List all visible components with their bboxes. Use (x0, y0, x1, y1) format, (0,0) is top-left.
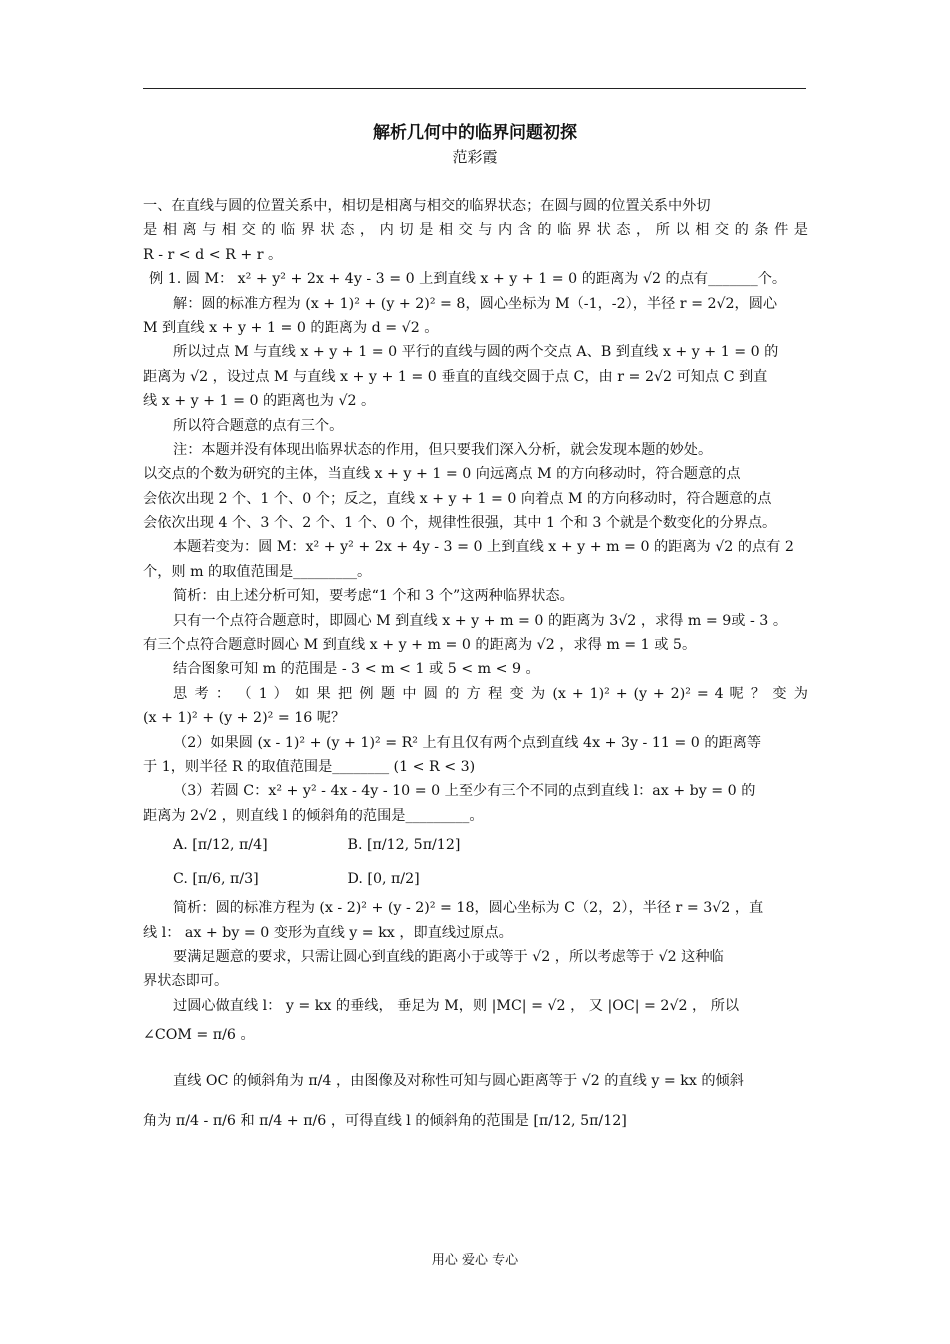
option-c: C. [π/6, π/3] (173, 871, 259, 888)
text-line: 是 相 离 与 相 交 的 临 界 状 态 ， 内 切 是 相 交 与 内 含 的 临 界 状 态 ， 所 以 相 交 的 条 件 是 (143, 222, 808, 239)
text-line: 所以过点 M 与直线 x + y + 1 = 0 平行的直线与圆的两个交点 A、B 到直线 x + y + 1 = 0 的 (173, 344, 779, 361)
analysis-line: 简析：由上述分析可知，要考虑“1 个和 3 个”这两种临界状态。 (173, 588, 574, 605)
header-rule (143, 88, 806, 89)
page-footer: 用心 爱心 专心 (431, 1253, 519, 1268)
text-line: 过圆心做直线 l： y = kx 的垂线， 垂足为 M，则 |MC| = √2 ， 又 |OC| = 2√2 ， 所以 (173, 997, 740, 1014)
text-line: 一、在直线与圆的位置关系中，相切是相离与相交的临界状态；在圆与圆的位置关系中外切 (143, 198, 711, 214)
text-line: 距离为 √2 ，设过点 M 与直线 x + y + 1 = 0 垂直的直线交圆于点 C，由 r = 2√2 可知点 C 到直 (143, 368, 768, 385)
text-line: ∠COM = π/6 。 (143, 1027, 255, 1044)
text-line: 会依次出现 2 个、1 个、0 个；反之，直线 x + y + 1 = 0 向着点 M 的方向移动时，符合题意的点 (143, 490, 772, 507)
option-row-cd (143, 862, 808, 896)
solution-line: 解：圆的标准方程为 (x + 1)² + (y + 2)² = 8，圆心坐标为 M（-1，-2），半径 r = 2√2，圆心 (173, 295, 778, 312)
option-b: B. [π/12, 5π/12] (347, 837, 461, 854)
analysis-2-line: 简析：圆的标准方程为 (x - 2)² + (y - 2)² = 18，圆心坐标为 C（2，2），半径 r = 3√2 ，直 (173, 900, 764, 917)
text-line: 只有一个点符合题意时，即圆心 M 到直线 x + y + m = 0 的距离为 3√2 ，求得 m = 9或 - 3 。 (173, 612, 788, 629)
text-line: R - r < d < R + r 。 (143, 246, 283, 263)
author: 范彩霞 (452, 148, 498, 166)
page-title: 解析几何中的临界问题初探 (373, 123, 577, 143)
text-line: 所以符合题意的点有三个。 (173, 417, 344, 434)
option-row-ab (143, 828, 808, 862)
text-line: 以交点的个数为研究的主体，当直线 x + y + 1 = 0 向远离点 M 的方向移动时，符合题意的点 (143, 466, 741, 483)
text-line: 线 l： ax + by = 0 变形为直线 y = kx ，即直线过原点。 (143, 924, 513, 941)
text-line: 有三个点符合题意时圆心 M 到直线 x + y + m = 0 的距离为 √2 ，求得 m = 1 或 5。 (143, 637, 697, 654)
text-line: 线 x + y + 1 = 0 的距离也为 √2 。 (143, 393, 376, 410)
example-1-line: 例 1. 圆 M： x² + y² + 2x + 4y - 3 = 0 上到直线 x + y + 1 = 0 的距离为 √2 的点有_______个。 (149, 271, 787, 288)
note-line: 注：本题并没有体现出临界状态的作用，但只要我们深入分析，就会发现本题的妙处。 (173, 441, 713, 458)
text-line: 于 1，则半径 R 的取值范围是________ (1 < R < 3) (143, 758, 476, 775)
text-line: 个，则 m 的取值范围是_________。 (143, 563, 372, 580)
article-body (143, 194, 808, 1144)
text-line: M 到直线 x + y + 1 = 0 的距离为 d = √2 。 (143, 319, 439, 336)
text-line: 界状态即可。 (143, 973, 229, 990)
text-line: 结合图象可知 m 的范围是 - 3 < m < 1 或 5 < m < 9 。 (173, 661, 540, 678)
text-line: 角为 π/4 - π/6 和 π/4 + π/6 ，可得直线 l 的倾斜角的范围是 [π/12, 5π/12] (143, 1113, 627, 1130)
text-line: 会依次出现 4 个、3 个、2 个、1 个、0 个，规律性很强，其中 1 个和 3 个就是个数变化的分界点。 (143, 515, 777, 532)
text-line: 距离为 2√2 ，则直线 l 的倾斜角的范围是_________。 (143, 807, 484, 824)
text-line: 直线 OC 的倾斜角为 π/4 ，由图像及对称性可知与圆心距离等于 √2 的直线 y = kx 的倾斜 (173, 1073, 744, 1090)
text-line: 要满足题意的要求，只需让圆心到直线的距离小于或等于 √2 ，所以考虑等于 √2 这种临 (173, 948, 724, 965)
question-3-line: （3）若圆 C：x² + y² - 4x - 4y - 10 = 0 上至少有三个不同的点到直线 l：ax + by = 0 的 (173, 783, 756, 800)
question-2-line: （2）如果圆 (x - 1)² + (y + 1)² = R² 上有且仅有两个点到直线 4x + 3y - 11 = 0 的距离等 (173, 734, 762, 751)
option-a: A. [π/12, π/4] (173, 837, 268, 854)
option-d: D. [0, π/2] (347, 871, 420, 888)
think-line: 思 考 ： （ 1 ） 如 果 把 例 题 中 圆 的 方 程 变 为 (x + 1)² + (y + 2)² = 4 呢 ？ 变 为 (173, 685, 808, 702)
variant-line: 本题若变为：圆 M：x² + y² + 2x + 4y - 3 = 0 上到直线 x + y + m = 0 的距离为 √2 的点有 2 (173, 539, 794, 556)
text-line: (x + 1)² + (y + 2)² = 16 呢？ (143, 710, 346, 727)
